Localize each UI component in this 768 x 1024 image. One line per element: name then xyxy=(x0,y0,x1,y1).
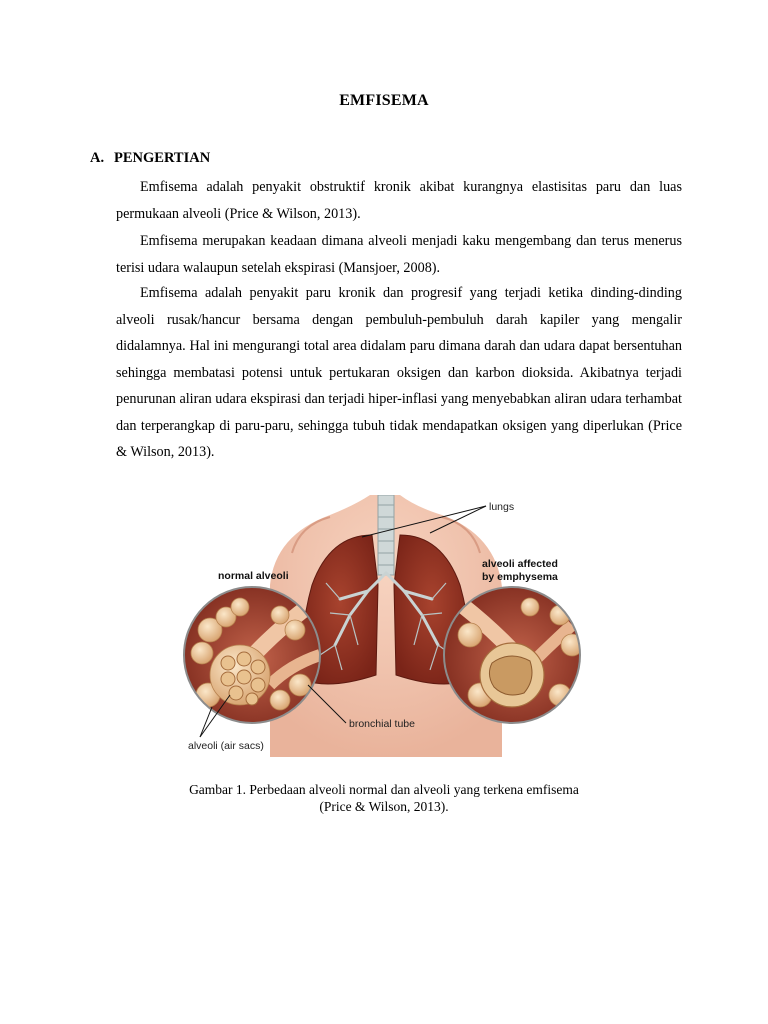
emphysema-figure xyxy=(180,495,590,757)
label-normal-alveoli: normal alveoli xyxy=(218,570,289,582)
label-affected-line1: alveoli affected xyxy=(482,558,558,570)
caption-line-1: Gambar 1. Perbedaan alveoli normal dan alveoli yang terkena emfisema xyxy=(189,782,579,797)
label-affected-line2: by emphysema xyxy=(482,571,558,583)
section-number: A. xyxy=(90,150,105,166)
paragraph-3: Emfisema adalah penyakit paru kronik dan progresif yang terjadi ketika dinding-dinding alveoli rusak/hancur bersama dengan pembuluh-pembuluh darah kapiler yang mengalir didalamnya. Hal ini mengurangi total area didalam paru dimana darah dan udara dapat bersentuhan sehingga membatasi potensi untuk pertukaran oksigen dan karbon dioksida. Akibatnya terjadi penurunan aliran udara ekspirasi dan terjadi hiper-inflasi yang menyebabkan aliran udara terhambat dan terperangkap di paru-paru, sehingga tubuh tidak mendapatkan oksigen yang diperlukan (Price & Wilson, 2013). xyxy=(116,285,682,460)
document-title: EMFISEMA xyxy=(339,92,429,109)
section-title: PENGERTIAN xyxy=(114,150,211,166)
label-bronchial-tube: bronchial tube xyxy=(349,718,415,730)
lungs-illustration xyxy=(180,495,590,757)
caption-line-2: (Price & Wilson, 2013). xyxy=(319,799,449,814)
section-heading xyxy=(90,150,210,167)
paragraph-2: Emfisema merupakan keadaan dimana alveoli menjadi kaku mengembang dan terus menerus terisi udara walaupun setelah ekspirasi (Mansjoer, 2008). xyxy=(116,233,682,276)
label-lungs: lungs xyxy=(489,501,515,513)
figure-caption xyxy=(0,781,768,815)
label-alveoli-air-sacs: alveoli (air sacs) xyxy=(188,740,264,752)
paragraph-1: Emfisema adalah penyakit obstruktif kronik akibat kurangnya elastisitas paru dan luas permukaan alveoli (Price & Wilson, 2013). xyxy=(116,179,682,222)
